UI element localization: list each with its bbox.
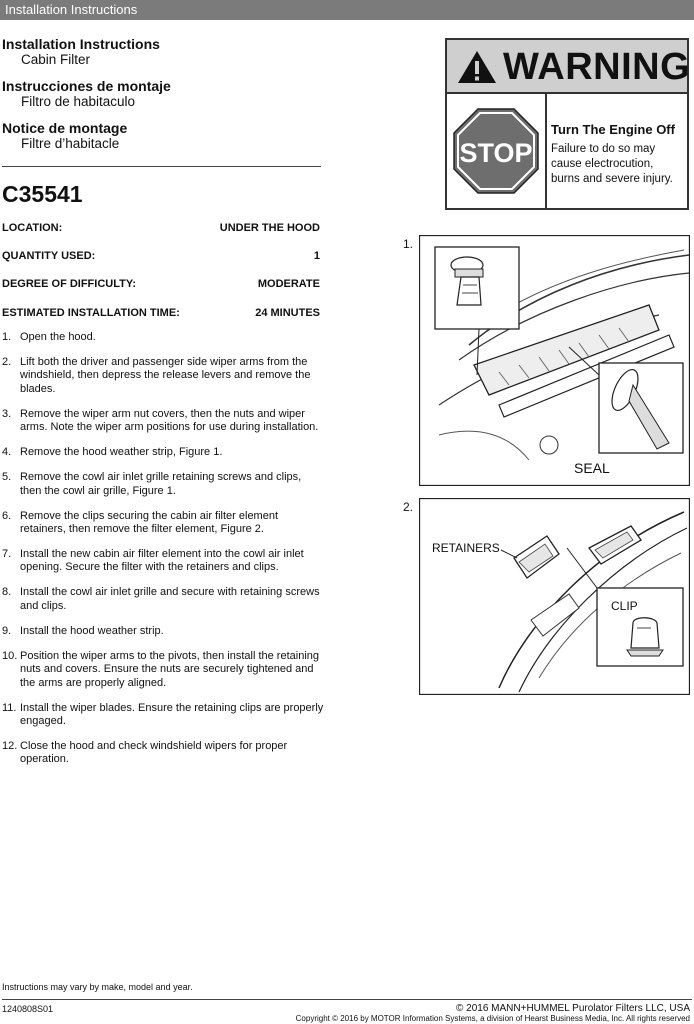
subtitle-en: Cabin Filter <box>21 52 91 67</box>
steps-list <box>2 331 324 778</box>
warning-title: WARNING <box>503 46 691 88</box>
step-number: 4. <box>2 446 12 459</box>
list-item <box>2 548 324 575</box>
figure-1-illustration <box>419 235 690 486</box>
warning-box <box>445 38 689 210</box>
stop-sign-icon <box>453 108 539 194</box>
step-number: 5. <box>2 471 12 484</box>
spec-label: LOCATION: <box>2 222 63 234</box>
list-item <box>2 586 324 613</box>
list-item <box>2 446 324 459</box>
step-number: 6. <box>2 509 12 522</box>
list-item <box>2 471 324 498</box>
spec-value: 1 <box>313 250 320 262</box>
stop-sign-text: STOP <box>459 138 533 168</box>
step-number: 2. <box>2 356 12 368</box>
footer-disclaimer: Instructions may vary by make, model and year. <box>2 982 193 992</box>
title-block <box>2 36 322 162</box>
step-text: Lift both the driver and passenger side wiper arms from the windshield, then depress the release levers and remove the blades. <box>20 356 311 395</box>
subtitle-fr: Filtre d’habitacle <box>21 136 120 151</box>
title-en: Installation Instructions <box>2 36 160 52</box>
figure-1-label-seal: SEAL <box>574 460 610 476</box>
step-text: Remove the cowl air inlet grille retaining screws and clips, then the cowl air grille, Figure 1. <box>20 471 302 497</box>
title-es: Instrucciones de montaje <box>2 78 171 94</box>
step-number: 7. <box>2 548 12 561</box>
step-text: Remove the wiper arm nut covers, then the nuts and wiper arms. Note the wiper arm positions for use during installation. <box>20 407 319 434</box>
step-text: Open the hood. <box>20 331 96 343</box>
figure-2-illustration <box>419 498 690 695</box>
warning-header <box>447 40 691 94</box>
spec-label: ESTIMATED INSTALLATION TIME: <box>2 307 180 319</box>
figure-1-number: 1. <box>403 237 414 251</box>
footer-divider <box>2 999 692 1000</box>
step-text: Install the new cabin air filter element into the cowl air inlet opening. Secure the filter with the retainers and clips. <box>20 548 304 574</box>
step-text: Close the hood and check windshield wipers for proper operation. <box>20 740 288 766</box>
list-item <box>2 702 324 729</box>
warning-headline: Turn The Engine Off <box>551 122 675 137</box>
list-item <box>2 408 324 435</box>
spec-label: QUANTITY USED: <box>2 250 96 262</box>
header-bar <box>0 0 694 20</box>
warning-triangle-icon <box>457 50 497 84</box>
step-text: Install the cowl air inlet grille and secure with retaining screws and clips. <box>20 586 320 612</box>
list-item <box>2 356 324 396</box>
part-number: C35541 <box>2 181 83 207</box>
figure-2-number: 2. <box>403 500 414 514</box>
list-item <box>2 625 324 638</box>
warning-divider <box>545 92 547 208</box>
step-number: 8. <box>2 586 12 599</box>
list-item <box>2 740 324 767</box>
footer-copyright-2: Copyright © 2016 by MOTOR Information Systems, a division of Hearst Business Media, Inc. All rights reserved <box>295 1014 690 1023</box>
figure-2-label-clip: CLIP <box>611 599 638 613</box>
list-item <box>2 650 324 690</box>
step-text: Remove the clips securing the cabin air filter element retainers, then remove the filter element, Figure 2. <box>20 509 279 536</box>
step-text: Install the hood weather strip. <box>20 624 164 637</box>
step-text: Remove the hood weather strip, Figure 1. <box>20 446 223 459</box>
warning-body: Failure to do so may cause electrocution, burns and severe injury. <box>551 143 673 185</box>
title-fr: Notice de montage <box>2 120 128 136</box>
step-number: 12. <box>2 740 18 753</box>
step-text: Install the wiper blades. Ensure the retaining clips are properly engaged. <box>20 701 324 728</box>
subtitle-es: Filtro de habitaculo <box>21 94 136 109</box>
step-number: 9. <box>2 624 12 637</box>
step-number: 11. <box>2 701 17 714</box>
footer-copyright-1: © 2016 MANN+HUMMEL Purolator Filters LLC, USA <box>455 1003 690 1014</box>
spec-value: MODERATE <box>257 278 320 290</box>
footer-doc-code: 1240808S01 <box>2 1004 54 1014</box>
figure-2-label-retainers: RETAINERS <box>432 541 500 555</box>
list-item <box>2 331 324 344</box>
step-number: 3. <box>2 407 12 420</box>
spec-label: DEGREE OF DIFFICULTY: <box>2 278 137 290</box>
spec-value: 24 MINUTES <box>255 307 320 319</box>
step-number: 10. <box>2 649 18 662</box>
divider <box>2 166 321 167</box>
header-bar-title: Installation Instructions <box>5 2 138 17</box>
spec-value: UNDER THE HOOD <box>219 222 320 234</box>
list-item <box>2 510 324 537</box>
step-text: Position the wiper arms to the pivots, then install the retaining nuts and covers. Ensure the nuts are securely tightened and the arms are properly aligned. <box>20 649 319 689</box>
step-number: 1. <box>2 331 12 343</box>
